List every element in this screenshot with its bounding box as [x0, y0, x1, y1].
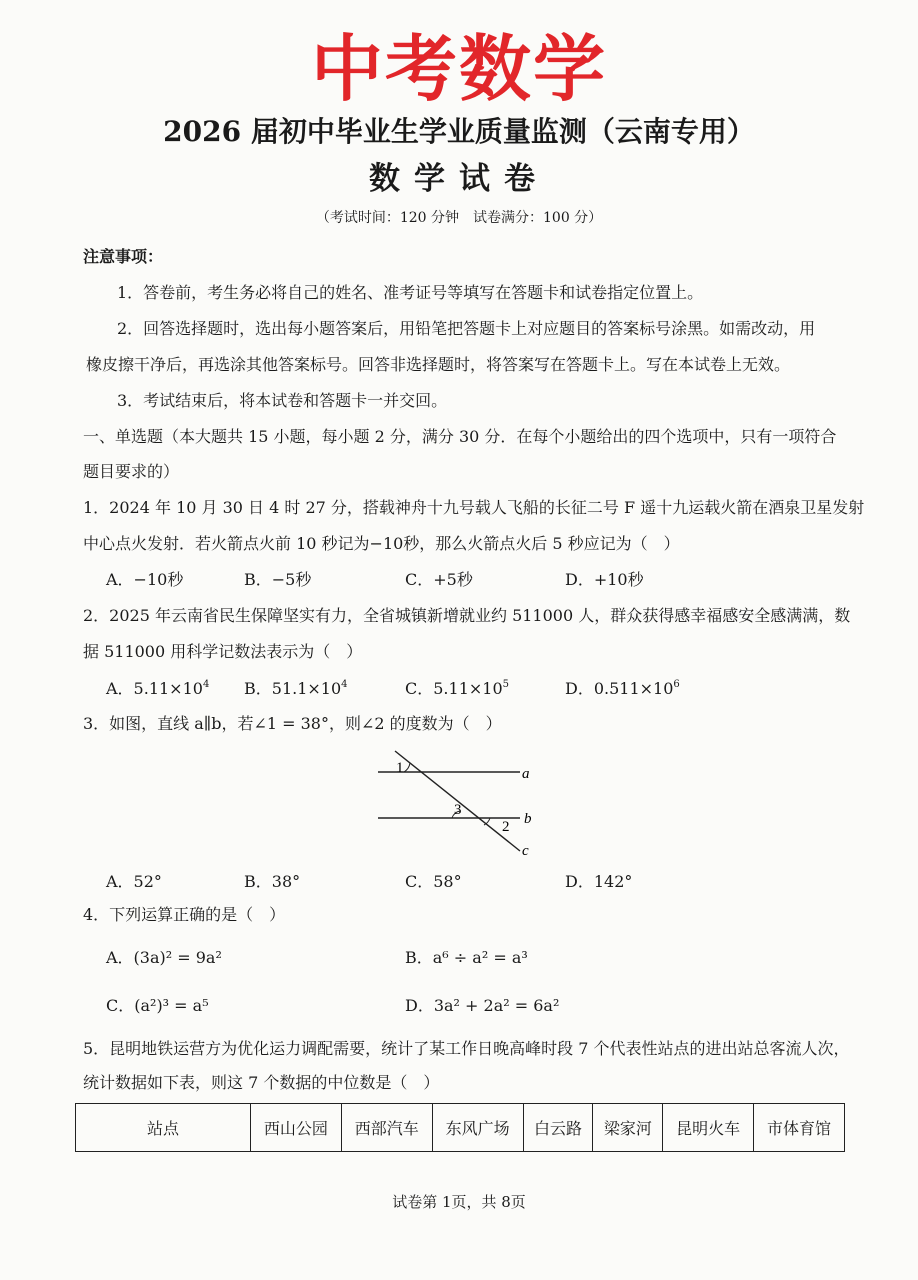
page-footer: 试卷第 1页，共 8页 — [392, 1193, 526, 1211]
q4-option-b: B．a⁶ ÷ a² = a³ — [405, 948, 528, 967]
section-heading-line-1: 一、单选题（本大题共 15 小题，每小题 2 分，满分 30 分．在每个小题给出的四个选项中，只有一项符合 — [83, 427, 837, 446]
label-c: c — [522, 843, 529, 859]
q3-stem: 3．如图，直线 a∥b，若∠1 = 38°，则∠2 的度数为（ ） — [83, 714, 502, 733]
subject-title: 数学试卷 — [369, 161, 549, 197]
banner-title: 中考数学 — [310, 27, 607, 111]
q2-option-c: C．$5.11\times 10^5$ — [405, 679, 510, 698]
q3-option-d: D．142° — [565, 872, 633, 891]
q4-option-d: D．3a² + 2a² = 6a² — [405, 996, 560, 1015]
q4-option-c: C．(a²)³ = a⁵ — [106, 996, 209, 1015]
station-cell: 白云路 — [523, 1104, 593, 1152]
station-cell: 东风广场 — [432, 1104, 523, 1152]
q1-option-d: D．+10秒 — [565, 570, 644, 589]
station-cell: 昆明火车 — [663, 1104, 754, 1152]
exam-info: （考试时间：120 分钟 试卷满分：100 分） — [315, 210, 603, 226]
note-item-1: 1．答卷前，考生务必将自己的姓名、准考证号等填写在答题卡和试卷指定位置上。 — [117, 283, 704, 302]
station-cell: 西山公园 — [251, 1104, 342, 1152]
q3-option-c: C．58° — [405, 872, 462, 891]
section-heading-line-2: 题目要求的） — [83, 462, 180, 481]
notes-heading: 注意事项： — [83, 247, 164, 266]
q2-option-d: D．$0.511\times 10^6$ — [565, 679, 680, 698]
table-row — [76, 1104, 845, 1152]
q3-option-b: B．38° — [244, 872, 301, 891]
exam-title: 2026 届初中毕业生学业质量监测（云南专用） — [163, 115, 755, 148]
q1-option-c: C．+5秒 — [405, 570, 473, 589]
q2-stem-line-1: 2．2025 年云南省民生保障坚实有力，全省城镇新增就业约 511000 人，群众获得感幸福感安全感满满，数 — [83, 606, 851, 625]
label-b: b — [524, 811, 532, 827]
table-header-cell: 站点 — [76, 1104, 251, 1152]
q4-stem: 4．下列运算正确的是（ ） — [83, 905, 286, 924]
station-cell: 市体育馆 — [754, 1104, 845, 1152]
label-a: a — [522, 766, 530, 782]
station-cell: 西部汽车 — [341, 1104, 432, 1152]
note-item-2-line-1: 2．回答选择题时，选出每小题答案后，用铅笔把答题卡上对应题目的答案标号涂黑。如需改动，用 — [117, 319, 816, 338]
q1-option-b: B．−5秒 — [244, 570, 312, 589]
q1-stem-line-2: 中心点火发射．若火箭点火前 10 秒记为−10秒，那么火箭点火后 5 秒应记为（ ） — [83, 534, 680, 553]
q1-option-a: A．−10秒 — [106, 570, 184, 589]
angle-1-arc — [404, 763, 410, 772]
station-table — [75, 1103, 845, 1152]
label-angle-1: 1 — [396, 760, 404, 776]
label-angle-2: 2 — [502, 819, 510, 835]
q5-stem-line-2: 统计数据如下表，则这 7 个数据的中位数是（ ） — [83, 1073, 440, 1092]
q4-option-a: A．(3a)² = 9a² — [106, 948, 222, 967]
station-cell: 梁家河 — [593, 1104, 663, 1152]
label-angle-3: 3 — [454, 802, 462, 818]
note-item-3: 3．考试结束后，将本试卷和答题卡一并交回。 — [117, 391, 448, 410]
q2-option-b: B．$51.1\times 10^4$ — [244, 679, 348, 698]
q3-option-a: A．52° — [106, 872, 162, 891]
line-c — [395, 751, 520, 851]
note-item-2-line-2: 橡皮擦干净后，再选涂其他答案标号。回答非选择题时，将答案写在答题卡上。写在本试卷上无效。 — [86, 355, 791, 374]
q2-option-a: A．$5.11\times 10^4$ — [106, 679, 210, 698]
q2-stem-line-2: 据 511000 用科学记数法表示为（ ） — [83, 642, 363, 661]
q5-stem-line-1: 5．昆明地铁运营方为优化运力调配需要，统计了某工作日晚高峰时段 7 个代表性站点的进出站总客流人次， — [83, 1039, 850, 1058]
q1-stem-line-1: 1．2024 年 10 月 30 日 4 时 27 分，搭载神舟十九号载人飞船的长征二号 F 遥十九运载火箭在酒泉卫星发射 — [83, 498, 865, 517]
parallel-lines-figure — [370, 745, 540, 860]
